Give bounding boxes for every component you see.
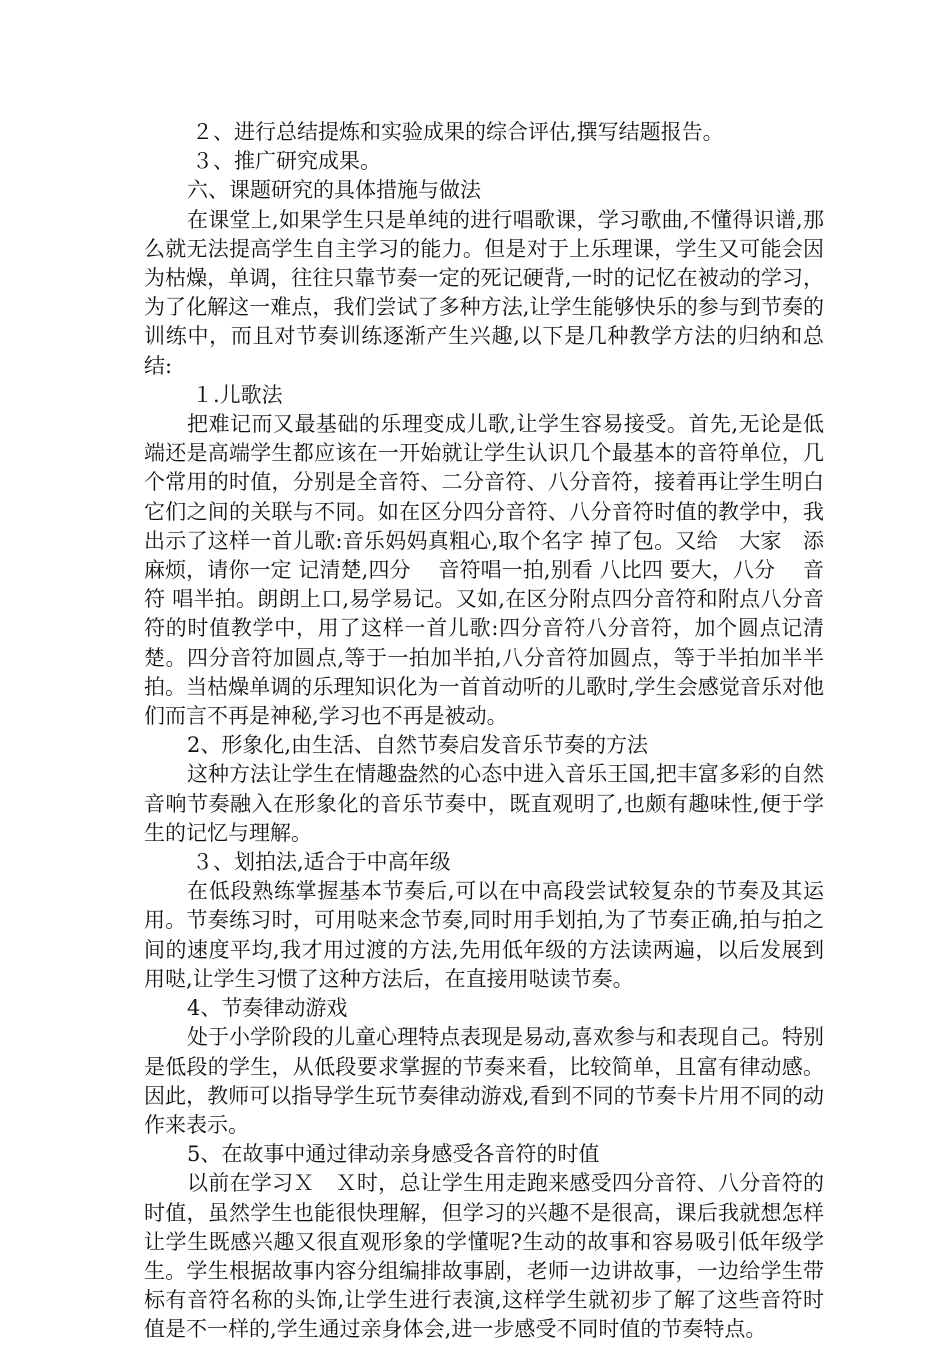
section-heading-six: 六、课题研究的具体措施与做法 — [187, 178, 481, 203]
paragraph-method-3: 在低段熟练掌握基本节奏后,可以在中高段尝试较复杂的节奏及其运用。节奏练习时，可用哒来念节奏,同时用手划拍,为了节奏正确,拍与拍之间的速度平均,我才用过渡的方法,先用低年级的方法读两遍，以后发展到用哒,让学生习惯了这种方法后，在直接用哒读节奏。 — [144, 879, 824, 991]
method-heading-3: ３、划拍法,适合于中高年级 — [192, 850, 451, 875]
document-body — [144, 118, 824, 1345]
paragraph-step-3: ３、推广研究成果。 — [192, 149, 381, 174]
paragraph-intro: 在课堂上,如果学生只是单纯的进行唱歌课，学习歌曲,不懂得识谱,那么就无法提高学生自主学习的能力。但是对于上乐理课，学生又可能会因为枯燥，单调，往往只靠节奏一定的死记硬背,一时的记忆在被动的学习，为了化解这一难点，我们尝试了多种方法,让学生能够快乐的参与到节奏的训练中，而且对节奏训练逐渐产生兴趣,以下是几种教学方法的归纳和总结: — [144, 207, 824, 378]
paragraph-method-5: 以前在学习Ｘ Ｘ时，总让学生用走跑来感受四分音符、八分音符的时值，虽然学生也能很快理解，但学习的兴趣不是很高，课后我就想怎样让学生既感兴趣又很直观形象的学懂呢?生动的故事和容易吸引低年级学生。学生根据故事内容分组编排故事剧，老师一边讲故事，一边给学生带标有音符名称的头饰,让学生进行表演,这样学生就初步了解了这些音符时值是不一样的,学生通过亲身体会,进一步感受不同时值的节奏特点。 — [144, 1171, 824, 1342]
paragraph-method-2: 这种方法让学生在情趣盎然的心态中进入音乐王国,把丰富多彩的自然音响节奏融入在形象化的音乐节奏中，既直观明了,也颇有趣味性,便于学生的记忆与理解。 — [144, 762, 824, 845]
paragraph-method-1: 把难记而又最基础的乐理变成儿歌,让学生容易接受。首先,无论是低端还是高端学生都应该在一开始就让学生认识几个最基本的音符单位，几个常用的时值，分别是全音符、二分音符、八分音符，接着再让学生明白它们之间的关联与不同。如在区分四分音符、八分音符时值的教学中，我出示了这样一首儿歌:音乐妈妈真粗心,取个名字 掉了包。又给 大家 添麻烦，请你一定 记清楚,四分 音符唱一拍,别看 八比四 要大，八分 音符 唱半拍。朗朗上口,易学易记。又如,在区分附点四分音符和附点八分音符的时值教学中，用了这样一首儿歌:四分音符八分音符，加个圆点记清楚。四分音符加圆点,等于一拍加半拍,八分音符加圆点，等于半拍加半半拍。当枯燥单调的乐理知识化为一首首动听的儿歌时,学生会感觉音乐对他们而言不再是神秘,学习也不再是被动。 — [144, 412, 824, 729]
method-heading-5: 5、在故事中通过律动亲身感受各音符的时值 — [187, 1142, 600, 1167]
method-heading-4: 4、节奏律动游戏 — [187, 996, 348, 1021]
paragraph-method-4: 处于小学阶段的儿童心理特点表现是易动,喜欢参与和表现自己。特别是低段的学生，从低段要求掌握的节奏来看，比较简单，且富有律动感。因此，教师可以指导学生玩节奏律动游戏,看到不同的节奏卡片用不同的动作来表示。 — [144, 1025, 824, 1137]
method-heading-1: １.儿歌法 — [192, 382, 283, 407]
method-heading-2: 2、形象化,由生活、自然节奏启发音乐节奏的方法 — [187, 733, 649, 758]
paragraph-step-2: ２、进行总结提炼和实验成果的综合评估,撰写结题报告。 — [192, 120, 724, 144]
